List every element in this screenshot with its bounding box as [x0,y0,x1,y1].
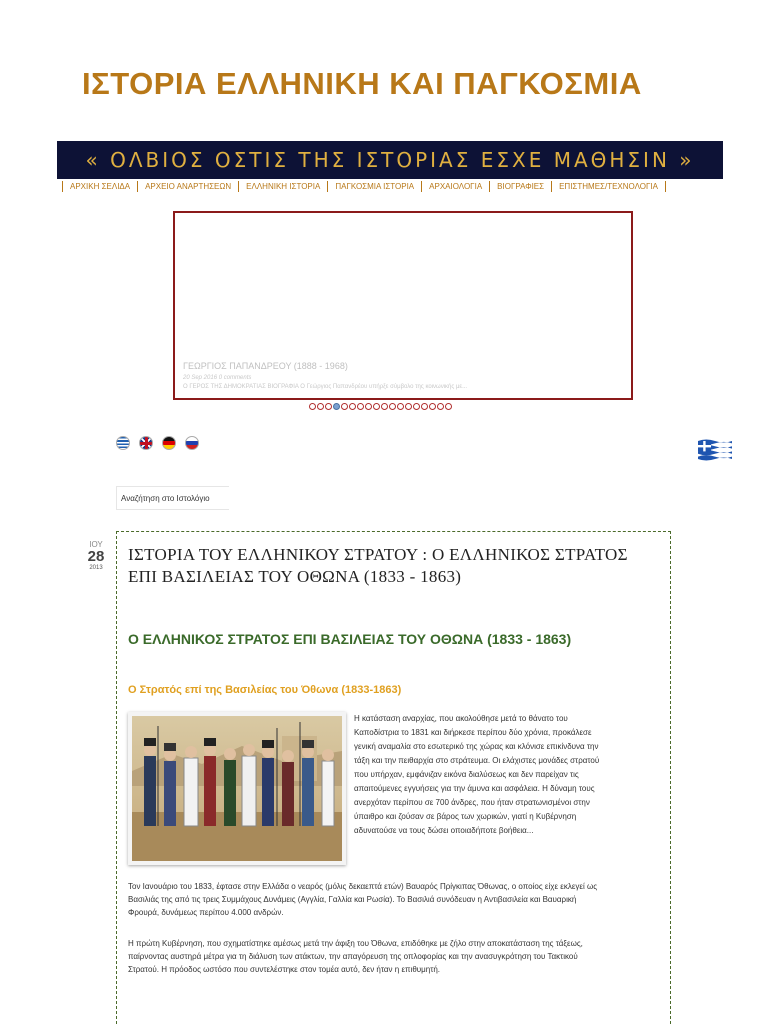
uk-flag-icon[interactable] [139,436,153,450]
slider-dot[interactable] [397,403,404,410]
post-intro-text: Η κατάσταση αναρχίας, που ακολούθησε μετά το θάνατο του Καποδίστρια το 1831 και διήρκεσε περίπου δύο χρόνια, προκάλεσε γενική αναμαλία στο εσωτερικό της χώρας και κλόνισε επικίνδυνα την τάξη και την πειθαρχία στο στράτευμα. Οι ελάχιστες μονάδες στρατού που υπήρχαν, εμφάνιζαν εικόνα διαλύσεως και δεν παρείχαν τις απαιτούμενες εγγυήσεις για την άμυνα και ασφάλεια. Η δύναμη τους ανερχόταν περίπου σε 700 άνδρες, που ήταν στρατωνισμένοι στην ύπαιθρο και ζούσαν σε βάρος των χωρικών, γιατί η Κυβέρνηση αδυνατούσε να τους δώσει οποιαδήποτε βοήθεια... [354,714,600,835]
site-title[interactable]: ΙΣΤΟΡΙΑ ΕΛΛΗΝΙΚΗ ΚΑΙ ΠΑΓΚΟΣΜΙΑ [82,66,642,101]
slider-dot[interactable] [349,403,356,410]
army-painting-image[interactable] [128,712,346,865]
language-switcher [116,436,199,450]
slider-dot[interactable] [389,403,396,410]
painting-illustration [132,716,342,861]
slider-dot[interactable] [317,403,324,410]
slider-dot[interactable] [373,403,380,410]
slide-meta: 20 Sep 2016 0 comments [183,375,252,381]
slider-dot[interactable] [333,403,340,410]
nav-item-greek-history[interactable]: ΕΛΛΗΝΙΚΗ ΙΣΤΟΡΙΑ [238,181,327,192]
nav-item-archive[interactable]: ΑΡΧΕΙΟ ΑΝΑΡΤΗΣΕΩΝ [137,181,238,192]
greek-flag-icon [698,438,732,464]
slider-dot[interactable] [341,403,348,410]
post-date-year: 2013 [89,565,103,571]
post-subtitle: Ο ΕΛΛΗΝΙΚΟΣ ΣΤΡΑΤΟΣ ΕΠΙ ΒΑΣΙΛΕΙΑΣ ΤΟΥ ΟΘΩΝΑ (1833 - 1863) [128,631,572,647]
post-title[interactable]: ΙΣΤΟΡΙΑ ΤΟΥ ΕΛΛΗΝΙΚΟΥ ΣΤΡΑΤΟΥ : Ο ΕΛΛΗΝΙΚΟΣ ΣΤΡΑΤΟΣ ΕΠΙ ΒΑΣΙΛΕΙΑΣ ΤΟΥ ΟΘΩΝΑ (1833 - 1863) [128,545,628,586]
slide-title[interactable]: ΓΕΩΡΓΙΟΣ ΠΑΠΑΝΔΡΕΟΥ (1888 - 1968) [183,361,348,371]
post-paragraph: Τον Ιανουάριο του 1833, έφτασε στην Ελλάδα ο νεαρός (μόλις δεκαεπτά ετών) Βαυαρός Πρίγκιπας Όθωνας, ο οποίος είχε εκλεγεί ως Βασιλιάς της από τις τρεις Συμμάχους Δυνάμεις (Αγγλία, Γαλλία και Ρωσία). Το Βασιλιά συνόδευαν η Αντιβασιλεία και Βαυαρική Φρουρά, δυνάμεως περίπου 4.000 ανδρών. [128,882,598,917]
slider-dot[interactable] [445,403,452,410]
nav-item-home[interactable]: ΑΡΧΙΚΗ ΣΕΛΙΔΑ [62,181,137,192]
slide-excerpt: Ο ΓΕΡΟΣ ΤΗΣ ΔΗΜΟΚΡΑΤΙΑΣ ΒΙΟΓΡΑΦΙΑ Ο Γεώργιος Παπανδρέου υπήρξε σύμβολο της κοινωνικής με... [183,384,468,390]
slider-dot[interactable] [325,403,332,410]
slider-dot[interactable] [437,403,444,410]
featured-slider[interactable] [173,211,633,400]
german-flag-icon[interactable] [162,436,176,450]
slider-dot[interactable] [421,403,428,410]
nav-item-science-technology[interactable]: ΕΠΙΣΤΗΜΕΣ/ΤΕΧΝΟΛΟΓΙΑ [551,181,666,192]
post-date-month: ΙΟΥ [89,540,103,549]
nav-item-biographies[interactable]: ΒΙΟΓΡΑΦΙΕΣ [489,181,551,192]
slider-pagination [309,403,452,410]
motto-text: « ΟΛΒΙΟΣ ΟΣΤΙΣ ΤΗΣ ΙΣΤΟΡΙΑΣ ΕΣΧΕ ΜΑΘΗΣΙΝ » [85,148,695,172]
main-nav [62,181,666,192]
slider-dot[interactable] [365,403,372,410]
slider-dot[interactable] [357,403,364,410]
search-input[interactable]: Αναζήτηση στο Ιστολόγιο [116,486,229,510]
section-heading: Ο Στρατός επί της Βασιλείας του Όθωνα (1833-1863) [128,684,402,696]
slider-dot[interactable] [429,403,436,410]
slider-dot[interactable] [381,403,388,410]
slider-dot[interactable] [405,403,412,410]
post-date-day: 28 [87,548,105,565]
motto-banner [57,141,723,179]
slider-dot[interactable] [413,403,420,410]
nav-item-world-history[interactable]: ΠΑΓΚΟΣΜΙΑ ΙΣΤΟΡΙΑ [327,181,421,192]
post-paragraph: Η πρώτη Κυβέρνηση, που σχηματίστηκε αμέσως μετά την άφιξη του Όθωνα, επιδόθηκε με ζήλο στην αποκατάσταση της τάξεως, παίρνοντας αυστηρά μέτρα για τη διάλυση των ατάκτων, την απαγόρευση της οπλοφορίας και την ανασυγκρότηση του Τακτικού Στρατού. Η πρόοδος ωστόσο που συντελέστηκε στον τομέα αυτό, δεν ήταν η επιθυμητή. [128,939,583,974]
post-date [84,540,108,571]
russian-flag-icon[interactable] [185,436,199,450]
slider-dot[interactable] [309,403,316,410]
greek-flag-icon[interactable] [116,436,130,450]
nav-item-archaeology[interactable]: ΑΡΧΑΙΟΛΟΓΙΑ [421,181,489,192]
